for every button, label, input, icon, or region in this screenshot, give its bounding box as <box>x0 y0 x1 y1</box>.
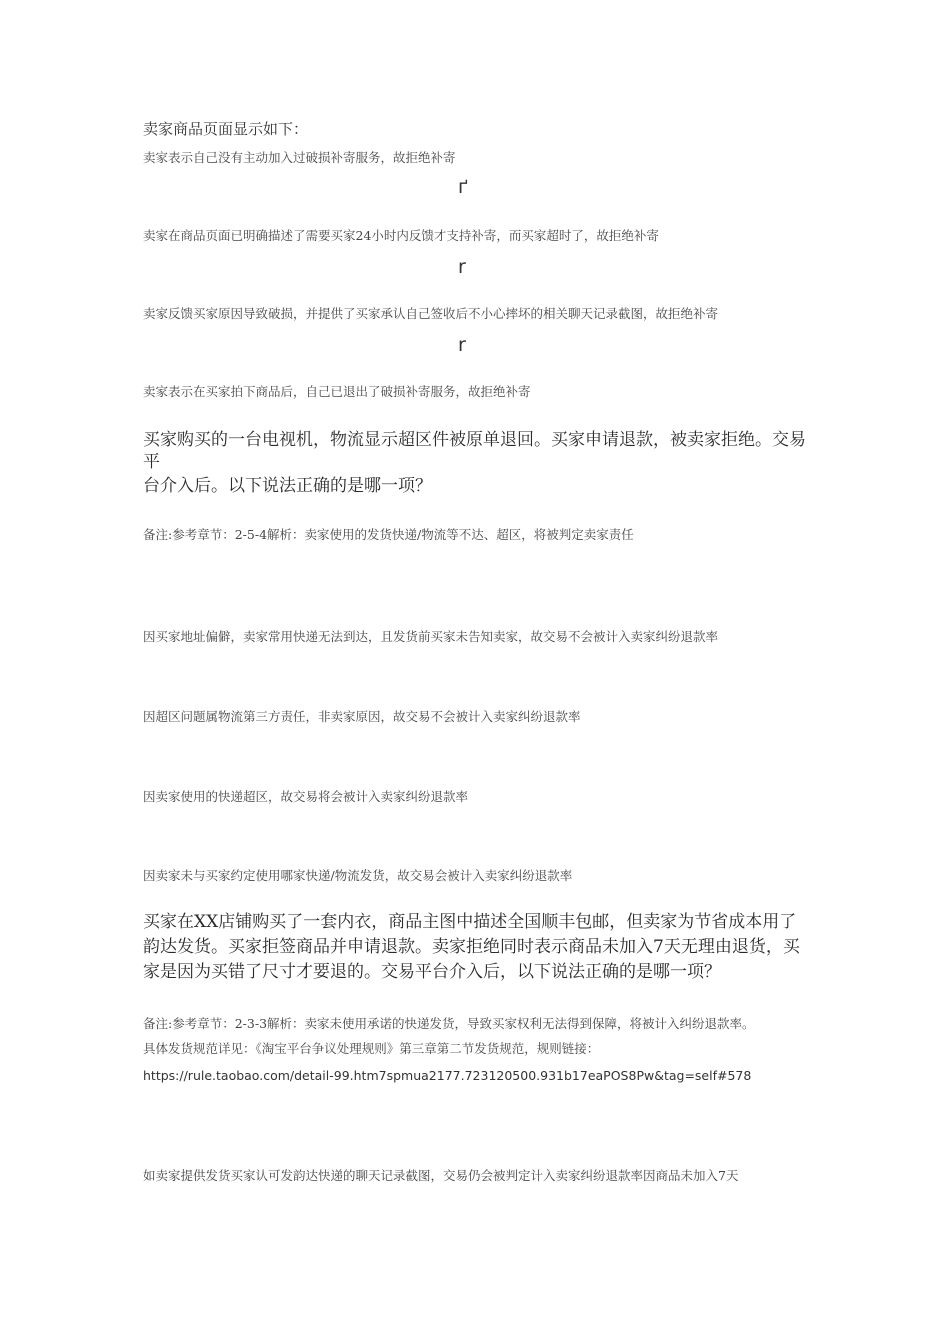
q3-question-line-3: 家是因为买错了尺寸才要退的。交易平台介入后，以下说法正确的是哪一项？ <box>143 962 721 982</box>
q2-option-1: 因买家地址偏僻，卖家常用快递无法到达，且发货前买家未告知卖家，故交易不会被计入卖家纠纷退款率 <box>143 629 719 644</box>
radio-mark-2: r <box>458 256 466 278</box>
q3-question-line-1: 买家在XX店铺购买了一套内衣，商品主图中描述全国顺丰包邮，但卖家为节省成本用了 <box>143 912 797 932</box>
q2-option-3: 因卖家使用的快递超区，故交易将会被计入卖家纠纷退款率 <box>143 789 469 804</box>
q3-note-line-2: 具体发货规范详见：《淘宝平台争议处理规则》第三章第二节发货规范，规则链接： <box>143 1041 600 1056</box>
radio-mark-3: r <box>458 334 466 356</box>
q1-option-1: 卖家表示自己没有主动加入过破损补寄服务，故拒绝补寄 <box>143 150 456 165</box>
section-heading: 卖家商品页面显示如下： <box>143 120 309 138</box>
q1-option-2: 卖家在商品页面已明确描述了需要买家24小时内反馈才支持补寄，而买家超时了，故拒绝补寄 <box>143 228 659 243</box>
q2-option-4: 因卖家未与买家约定使用哪家快递/物流发货，故交易会被计入卖家纠纷退款率 <box>143 868 573 883</box>
q2-question-line-1: 买家购买的一台电视机，物流显示超区件被原单退回。买家申请退款，被卖家拒绝。交易 <box>143 430 806 450</box>
q3-question-line-2: 韵达发货。买家拒签商品并申请退款。卖家拒绝同时表示商品未加入7天无理由退货，买 <box>143 937 800 957</box>
q3-note-line-1: 备注:参考章节：2-3-3解析：卖家未使用承诺的快递发货，导致买家权利无法得到保障，将被计入纠纷退款率。 <box>143 1016 755 1031</box>
q2-option-2: 因超区问题属物流第三方责任，非卖家原因，故交易不会被计入卖家纠纷退款率 <box>143 709 581 724</box>
radio-mark-1: ґ <box>458 176 468 198</box>
rule-link[interactable]: https://rule.taobao.com/detail-99.htm7spmua2177.723120500.931b17eaPOS8Pw&tag=self#578 <box>143 1068 752 1083</box>
q2-question-line-3: 台介入后。以下说法正确的是哪一项？ <box>143 476 432 496</box>
q2-question-line-2: 平 <box>143 452 160 472</box>
q2-note: 备注:参考章节：2-5-4解析：卖家使用的发货快递/物流等不达、超区，将被判定卖家责任 <box>143 527 634 542</box>
q1-option-4: 卖家表示在买家拍下商品后，自己已退出了破损补寄服务，故拒绝补寄 <box>143 384 531 399</box>
q1-option-3: 卖家反馈买家原因导致破损，并提供了买家承认自己签收后不小心摔坏的相关聊天记录截图，故拒绝补寄 <box>143 306 719 321</box>
q3-option-1: 如卖家提供发货买家认可发韵达快递的聊天记录截图，交易仍会被判定计入卖家纠纷退款率因商品未加入7天 <box>143 1168 739 1183</box>
